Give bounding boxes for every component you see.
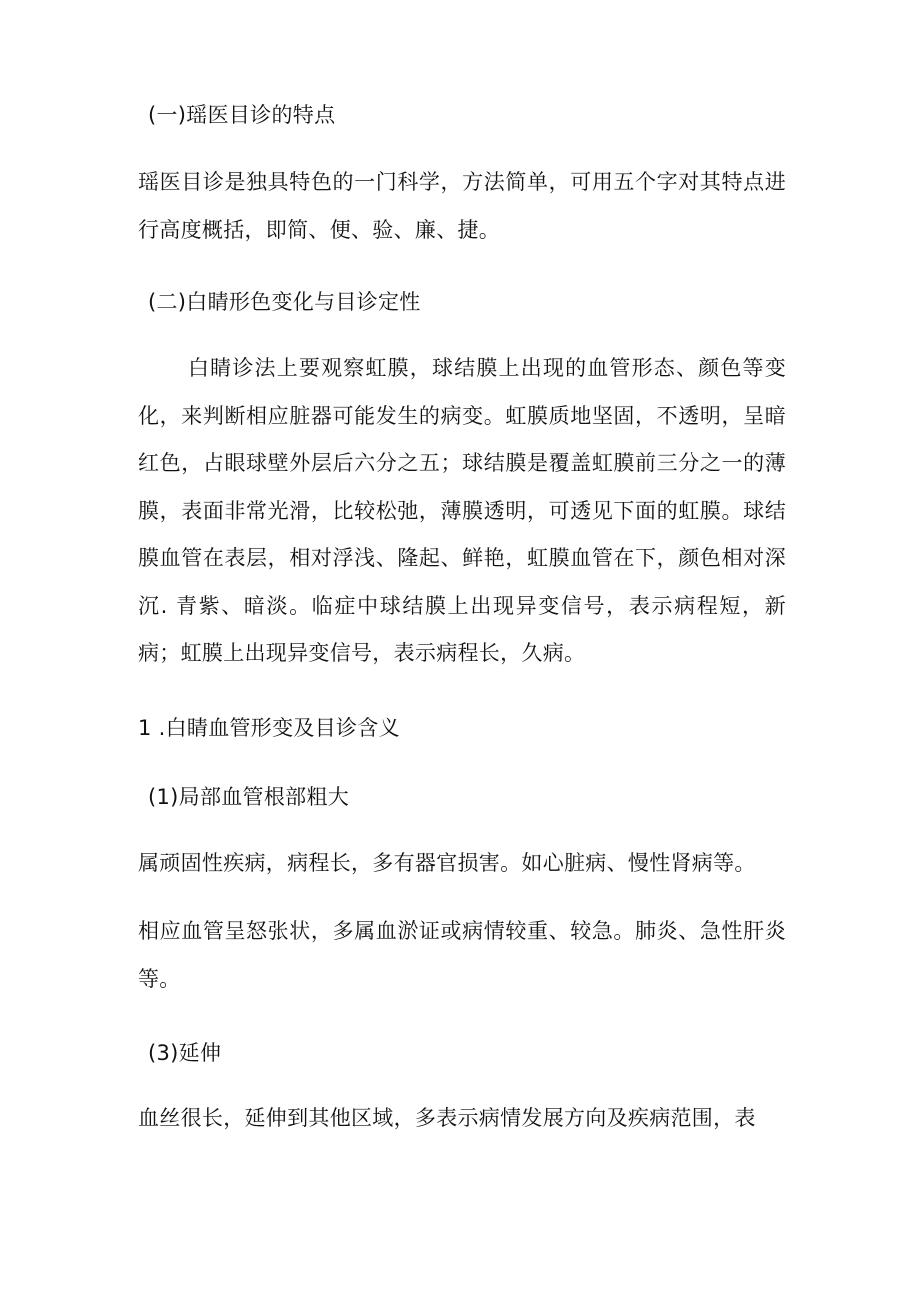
subsection-heading-vessel-changes: 1 .白睛血管形变及目诊含义 xyxy=(138,716,400,740)
paragraph-characteristics: 瑶医目诊是独具特色的一门科学，方法简单，可用五个字对其特点进行高度概括，即简、便、验、廉、捷。 xyxy=(138,170,786,242)
paragraph-vessel-distension: 相应血管呈怒张状，多属血淤证或病情较重、较急。肺炎、急性肝炎等。 xyxy=(138,919,786,991)
item-heading-root-thick: (1)局部血管根部粗大 xyxy=(148,785,350,809)
paragraph-extension: 血丝很长，延伸到其他区域，多表示病情发展方向及疾病范围，表 xyxy=(138,1106,756,1130)
section-heading-white-eye: (二)白睛形色变化与目诊定性 xyxy=(148,290,421,314)
section-heading-characteristics: (一)瑶医目诊的特点 xyxy=(148,103,336,127)
paragraph-chronic-disease: 属顽固性疾病，病程长，多有器官损害。如心脏病、慢性肾病等。 xyxy=(138,851,756,875)
item-heading-extension: (3)延伸 xyxy=(148,1041,222,1065)
paragraph-white-eye-diagnosis: 白睛诊法上要观察虹膜，球结膜上出现的血管形态、颜色等变化，来判断相应脏器可能发生的病变。虹膜质地坚固，不透明，呈暗红色，占眼球壁外层后六分之五；球结膜是覆盖虹膜前三分之一的薄膜，表面非常光滑，比较松弛，薄膜透明，可透见下面的虹膜。球结膜血管在表层，相对浮浅、隆起、鲜艳，虹膜血管在下，颜色相对深沉. 青紫、暗淡。临症中球结膜上出现异变信号，表示病程短，新病；虹膜上出现异变信号，表示病程长，久病。 xyxy=(138,356,786,665)
